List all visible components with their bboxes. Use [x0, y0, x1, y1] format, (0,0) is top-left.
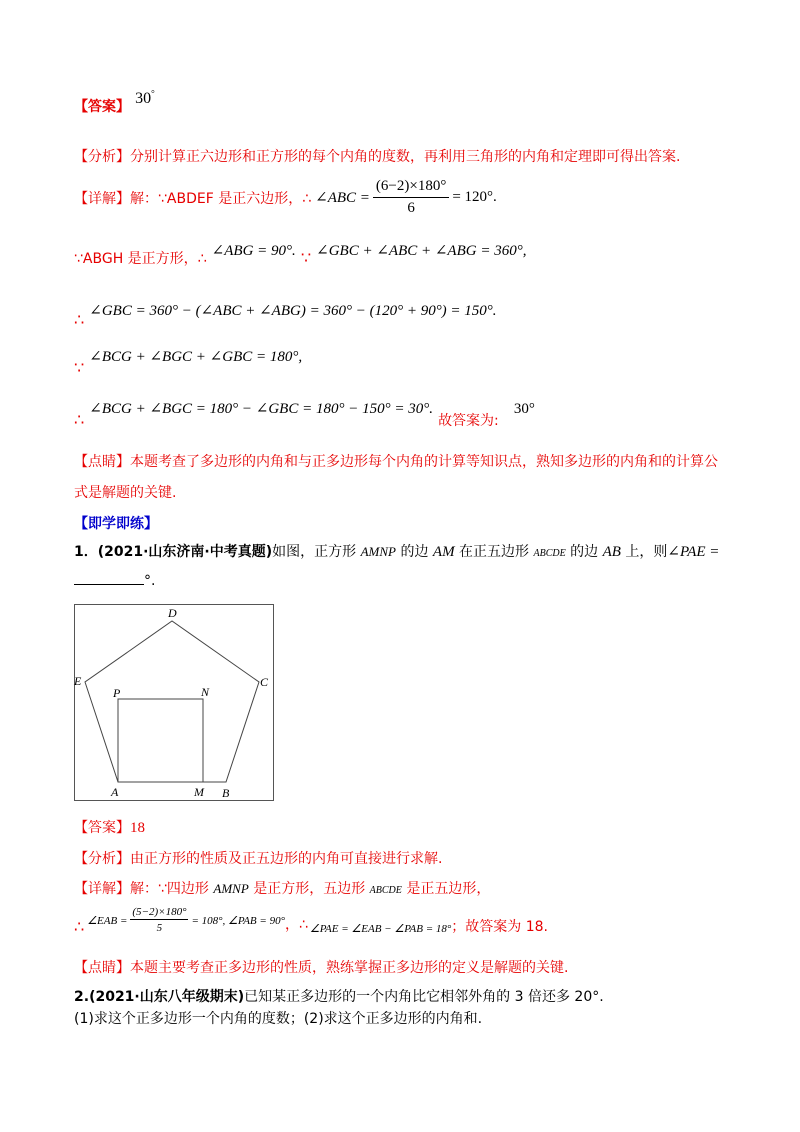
question-number: 2.: [74, 989, 90, 1005]
detail-intro: 解：∵ABDEF 是正六边形，∴: [130, 190, 312, 207]
analysis-text: 分别计算正六边形和正方形的每个内角的度数，再利用三角形的内角和定理即可得出答案.: [130, 149, 681, 165]
question-text: 已知某正多边形的一个内角比它相邻外角的 3 倍还多 20°.: [244, 989, 604, 1005]
label-n: N: [201, 685, 210, 699]
because-symbol: ∵: [300, 248, 312, 267]
eq-eab-rhs: = 108°, ∠PAB = 90°: [191, 914, 285, 927]
math-amnp: AMNP: [360, 544, 396, 559]
math-abcde: ABCDE: [533, 548, 566, 559]
detail-1-line-1: [74, 178, 497, 217]
therefore-symbol: ∴: [74, 410, 85, 429]
analysis-text: 由正方形的性质及正五边形的内角可直接进行求解.: [130, 851, 443, 867]
label-p: P: [113, 686, 121, 700]
answer-value: 30°: [135, 88, 155, 107]
eq-eab-fraction: $\frac{(5-2)\times 180^\circ}{5}$: [132, 906, 187, 934]
math-amnp: AMNP: [213, 881, 249, 896]
final-answer-value: 30°: [513, 401, 535, 417]
math-am: AM: [432, 544, 455, 560]
question-1-line-1: 1．(2021·山东济南·中考真题)如图，正方形 AMNP 的边 AM 在正五边形 ABCDE 的边 AB 上，则∠PAE =: [74, 544, 720, 560]
analysis-label: 【分析】: [74, 851, 130, 867]
square-amnp: [118, 699, 203, 782]
final-answer-label: 故答案为:: [438, 413, 499, 429]
because-symbol: ∵: [74, 358, 85, 377]
final-answer-text: ；故答案为 18.: [451, 919, 548, 935]
math-pae: ∠PAE =: [667, 544, 720, 560]
detail-label: 【详解】: [74, 881, 130, 897]
answer-value: 18: [130, 820, 145, 836]
comment-2: [74, 957, 568, 977]
eq-angle-sum-360: ∠GBC + ∠ABC + ∠ABG = 360°,: [316, 243, 527, 259]
eq-triangle-sum: ∠BCG + ∠BGC + ∠GBC = 180°,: [89, 349, 303, 365]
pentagon-abcde: [85, 621, 259, 782]
eq-abc-lhs: ∠ABC =: [315, 190, 370, 206]
answer-blank: [74, 570, 144, 585]
therefore-symbol: ∴: [74, 916, 85, 936]
comment-text: 本题考查了多边形的内角和与正多边形每个内角的计算等知识点，熟知多边形的内角和的计算公: [130, 454, 718, 470]
label-b: B: [222, 786, 230, 800]
detail-1-line-2: [74, 243, 527, 268]
answer-label: 【答案】: [74, 99, 130, 115]
comment-1-line-1: [74, 451, 718, 471]
pentagon-square-diagram: [75, 605, 273, 800]
detail-1-line-4: [74, 346, 303, 377]
label-c: C: [260, 675, 269, 689]
eq-abc-fraction: $\frac{(6-2)\times 180^\circ}{6}$: [373, 178, 449, 217]
analysis-2: [74, 848, 442, 868]
detail-2-line-2: [74, 906, 548, 934]
eq-pae: ∠PAE = ∠EAB − ∠PAB = 18°: [309, 922, 452, 935]
pentagon-figure: [74, 604, 274, 801]
eq-abg: ∠ABG = 90°.: [211, 243, 296, 259]
question-source: (2021·山东济南·中考真题): [97, 544, 273, 560]
question-1-line-2: °.: [74, 570, 155, 589]
label-e: E: [74, 674, 82, 688]
answer-1: [74, 88, 155, 116]
detail-label: 【详解】: [74, 190, 130, 207]
question-2-line-2: (1)求这个正多边形一个内角的度数；(2)求这个正多边形的内角和.: [74, 1011, 483, 1027]
eq-bcg-bgc: ∠BCG + ∠BGC = 180° − ∠GBC = 180° − 150° = 30°.: [89, 401, 433, 417]
eq-abc-rhs: = 120°.: [452, 189, 497, 205]
question-2-line-1: [74, 986, 604, 1006]
math-abcde: ABCDE: [369, 885, 402, 896]
math-ab: AB: [602, 544, 621, 560]
question-source: (2021·山东八年级期末): [89, 989, 245, 1005]
analysis-1: [74, 146, 680, 166]
comment-text: 本题主要考查正多边形的性质，熟练掌握正多边形的定义是解题的关键.: [130, 960, 569, 976]
label-d: D: [168, 606, 177, 620]
practice-heading: 【即学即练】: [74, 516, 158, 532]
comment-label: 【点睛】: [74, 960, 130, 976]
eq-eab-lhs: ∠EAB =: [87, 914, 128, 927]
comment-label: 【点睛】: [74, 454, 130, 470]
label-a: A: [111, 785, 119, 799]
detail-2-line-1: 【详解】解：∵四边形 AMNP 是正方形，五边形 ABCDE 是正五边形，: [74, 881, 491, 897]
detail-1-line-3: [74, 300, 497, 329]
therefore-symbol-2: ，∴: [284, 917, 308, 933]
square-stmt: ∵ABGH 是正方形，∴: [74, 251, 207, 267]
label-m: M: [194, 785, 204, 799]
answer-label: 【答案】: [74, 820, 130, 836]
therefore-symbol: ∴: [74, 310, 85, 329]
comment-1-line-2: 式是解题的关键.: [74, 485, 177, 501]
question-number: 1．: [74, 544, 98, 560]
answer-2: [74, 817, 145, 837]
analysis-label: 【分析】: [74, 149, 130, 165]
eq-gbc: ∠GBC = 360° − (∠ABC + ∠ABG) = 360° − (120° + 90°) = 150°.: [89, 303, 497, 319]
detail-1-line-5: [74, 398, 535, 429]
